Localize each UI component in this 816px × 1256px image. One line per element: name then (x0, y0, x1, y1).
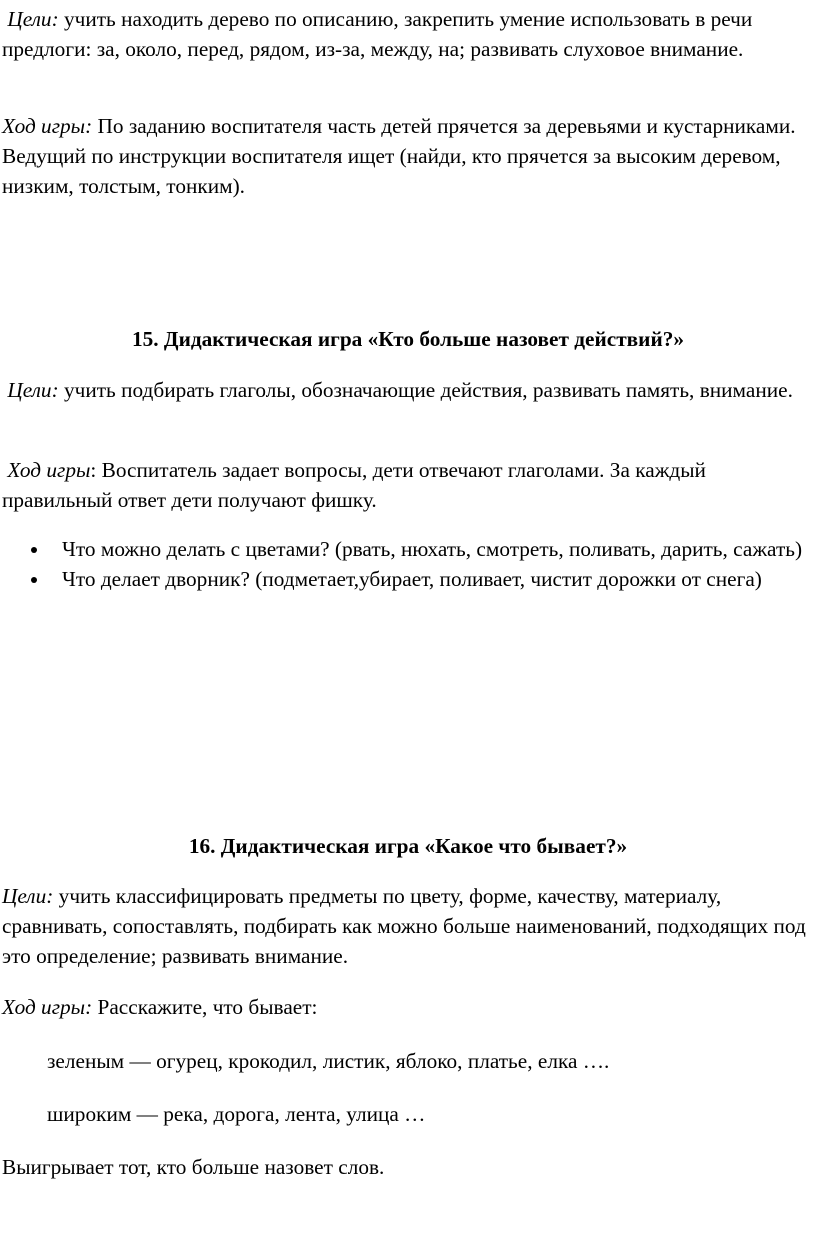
bullet-icon (31, 577, 37, 583)
play-text: : Воспитатель задает вопросы, дети отвечают глаголами. За каждый правильный ответ дети получают фишку. (2, 458, 706, 512)
list-item (0, 534, 816, 564)
play-label: Ход игры: (2, 995, 93, 1019)
list-item-text: Что можно делать с цветами? (рвать, нюхать, смотреть, поливать, дарить, сажать) (62, 537, 803, 561)
goals-paragraph-15 (2, 375, 814, 405)
example-green: зеленым — огурец, крокодил, листик, яблоко, платье, елка …. (47, 1049, 610, 1073)
goals-paragraph-14 (2, 4, 814, 64)
goals-label: Цели: (7, 378, 59, 402)
goals-paragraph-16 (2, 881, 814, 971)
bullet-icon (31, 547, 37, 553)
example-wide: широким — река, дорога, лента, улица … (47, 1102, 426, 1126)
question-list (0, 534, 816, 594)
conclusion-paragraph: Выигрывает тот, кто больше назовет слов. (2, 1155, 385, 1179)
play-paragraph-14 (2, 111, 814, 201)
play-text: Расскажите, что бывает: (92, 995, 318, 1019)
goals-label: Цели: (7, 7, 59, 31)
section-16-title: 16. Дидактическая игра «Какое что бывает?» (188, 834, 628, 858)
play-text: По заданию воспитателя часть детей прячется за деревьями и кустарниками. Ведущий по инструкции воспитателя ищет (найди, кто прячется за высоким деревом, низким, толстым, тонким). (2, 114, 796, 198)
play-label: Ход игры: (2, 114, 93, 138)
play-paragraph-15 (2, 455, 814, 515)
play-paragraph-16 (2, 992, 814, 1022)
play-label: Ход игры (7, 458, 91, 482)
list-item (0, 564, 816, 594)
goals-label: Цели: (2, 884, 54, 908)
goals-text: учить классифицировать предметы по цвету, форме, качеству, материалу, сравнивать, сопоставлять, подбирать как можно больше наименований, подходящих под это определение; развивать внимание. (2, 884, 806, 968)
goals-text: учить находить дерево по описанию, закрепить умение использовать в речи предлоги: за, около, перед, рядом, из-за, между, на; развивать слуховое внимание. (2, 7, 753, 61)
goals-text: учить подбирать глаголы, обозначающие действия, развивать память, внимание. (58, 378, 793, 402)
section-15-title: 15. Дидактическая игра «Кто больше назовет действий?» (131, 327, 685, 351)
list-item-text: Что делает дворник? (подметает,убирает, поливает, чистит дорожки от снега) (62, 567, 762, 591)
